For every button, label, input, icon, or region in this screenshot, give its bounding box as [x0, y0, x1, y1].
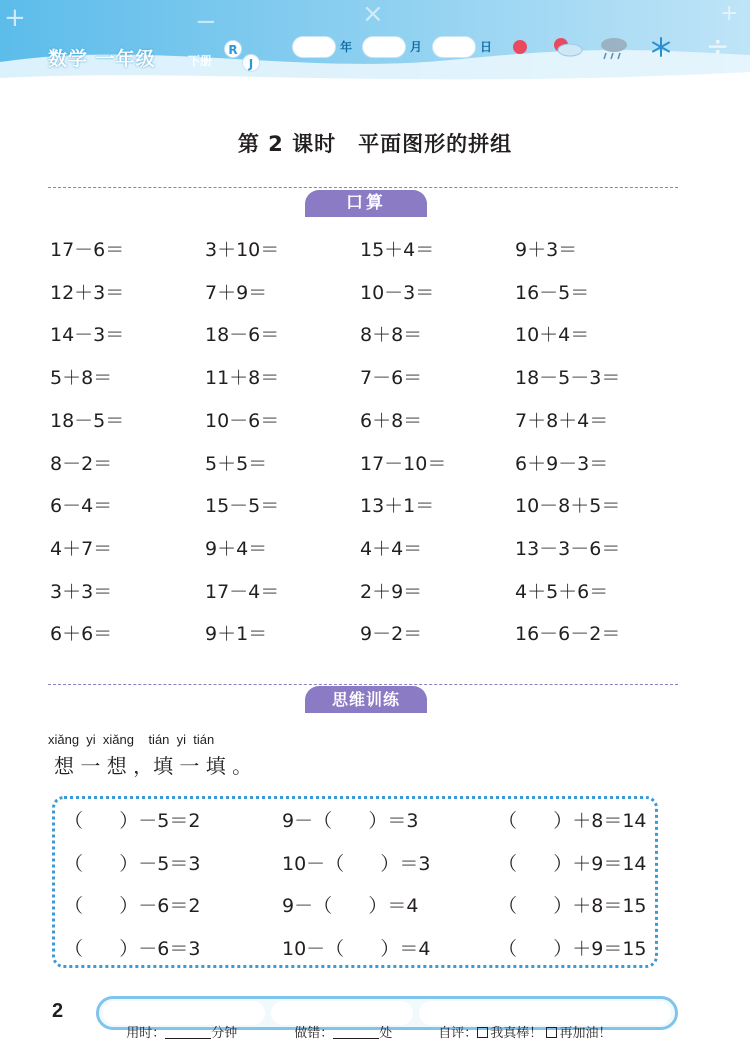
fill-in-problem[interactable]: （ ）－6＝2	[64, 895, 201, 918]
oral-problem: 7＋8＋4＝	[515, 409, 609, 432]
section-divider-think	[48, 684, 678, 685]
oral-problem: 16－5＝	[515, 281, 590, 304]
fill-in-problem[interactable]: 9－（ ）＝4	[282, 895, 419, 918]
oral-problem: 6＋6＝	[50, 623, 113, 646]
checkbox-great[interactable]	[477, 1027, 488, 1038]
oral-problem: 6＋8＝	[360, 409, 423, 432]
oral-problem: 9－2＝	[360, 623, 423, 646]
errors-unit: 处	[379, 1026, 393, 1041]
oral-problem: 10－8＋5＝	[515, 495, 621, 518]
oral-problem: 10＋4＝	[515, 324, 590, 347]
oral-problem: 7＋9＝	[205, 281, 268, 304]
page-number: 2	[52, 1000, 64, 1022]
oral-problem: 4＋5＋6＝	[515, 580, 609, 603]
oral-problem: 15＋4＝	[360, 239, 435, 261]
partly-cloudy-icon[interactable]	[550, 36, 584, 58]
self-eval-label: 自评：	[438, 1026, 478, 1041]
fill-in-problem[interactable]: 10－（ ）＝4	[282, 938, 431, 961]
oral-problem: 9＋4＝	[205, 537, 268, 560]
section-divider-oral	[48, 187, 678, 188]
fill-in-problem[interactable]: （ ）＋9＝14	[498, 852, 647, 875]
time-spent-field	[118, 1007, 237, 1041]
volume-label: 下册	[188, 54, 213, 68]
oral-problem: 14－3＝	[50, 324, 125, 347]
fill-in-problem[interactable]: 9－（ ）＝3	[282, 810, 419, 832]
lesson-title	[0, 128, 750, 158]
oral-problem: 13＋1＝	[360, 495, 435, 518]
sunny-icon[interactable]	[510, 36, 530, 58]
fill-in-problem[interactable]: （ ）－6＝3	[64, 938, 201, 961]
day-label: 日	[480, 40, 493, 54]
month-input[interactable]	[362, 36, 406, 58]
option-great-label: 我真棒！	[490, 1026, 543, 1041]
oral-problem: 17－10＝	[360, 452, 447, 475]
oral-problem: 4＋4＝	[360, 537, 423, 560]
svg-text:×: ×	[362, 0, 384, 29]
svg-text:+: +	[4, 3, 26, 33]
oral-problem: 8－2＝	[50, 452, 113, 475]
svg-text:−: −	[195, 7, 217, 37]
oral-problem: 4＋7＝	[50, 537, 113, 560]
oral-problem: 5＋5＝	[205, 452, 268, 475]
oral-problem: 11＋8＝	[205, 367, 280, 390]
oral-problem: 7－6＝	[360, 367, 423, 390]
time-label: 用时：	[126, 1026, 166, 1041]
instruction-pinyin: xiǎng yi xiǎng tián yi tián	[48, 732, 215, 747]
subject-grade-title: 数学 一年级	[48, 48, 156, 70]
instruction-text: 想 一 想 ，填 一 填 。	[54, 754, 253, 778]
badge-j: J	[242, 54, 260, 72]
oral-problem: 8＋8＝	[360, 324, 423, 347]
oral-problem: 18－6＝	[205, 324, 280, 347]
lesson-number: 第 2 课时	[237, 132, 337, 156]
rain-icon[interactable]	[598, 36, 632, 62]
snow-icon[interactable]	[650, 36, 672, 58]
oral-problem: 16－6－2＝	[515, 623, 621, 646]
oral-problem: 17－6＝	[50, 239, 125, 261]
errors-field	[286, 1007, 392, 1041]
oral-problem: 6＋9－3＝	[515, 452, 609, 475]
time-blank[interactable]	[165, 1038, 211, 1039]
oral-problem: 3＋3＝	[50, 580, 113, 603]
oral-problem: 10－6＝	[205, 409, 280, 432]
section-header-oral: 口算	[305, 190, 427, 217]
fill-in-problem[interactable]: 10－（ ）＝3	[282, 852, 431, 875]
svg-text:÷: ÷	[706, 29, 730, 62]
section-header-think: 思维训练	[305, 686, 427, 713]
lesson-name: 平面图形的拼组	[358, 132, 513, 156]
oral-problem: 5＋8＝	[50, 367, 113, 390]
oral-problem: 3＋10＝	[205, 239, 280, 261]
fill-in-problem[interactable]: （ ）－5＝3	[64, 852, 201, 875]
day-input[interactable]	[432, 36, 476, 58]
errors-blank[interactable]	[333, 1038, 379, 1039]
oral-problem: 9＋3＝	[515, 239, 578, 261]
self-evaluation	[430, 1007, 611, 1041]
errors-label: 做错：	[294, 1026, 334, 1041]
svg-text:+: +	[720, 1, 739, 26]
oral-problem: 10－3＝	[360, 281, 435, 304]
fill-in-problem[interactable]: （ ）＋9＝15	[498, 938, 647, 961]
oral-problem: 2＋9＝	[360, 580, 423, 603]
option-try-label: 再加油！	[559, 1026, 612, 1041]
oral-problem: 12＋3＝	[50, 281, 125, 304]
oral-problem: 18－5－3＝	[515, 367, 621, 390]
oral-problem: 13－3－6＝	[515, 537, 621, 560]
oral-problem: 6－4＝	[50, 495, 113, 518]
oral-problem: 9＋1＝	[205, 623, 268, 646]
fill-in-problem[interactable]: （ ）＋8＝15	[498, 895, 647, 918]
year-label: 年	[340, 40, 353, 54]
oral-problem: 15－5＝	[205, 495, 280, 518]
month-label: 月	[410, 40, 423, 54]
fill-in-problem[interactable]: （ ）＋8＝14	[498, 810, 647, 832]
badge-r: R	[224, 40, 242, 58]
time-unit: 分钟	[211, 1026, 238, 1041]
fill-in-problem[interactable]: （ ）－5＝2	[64, 810, 201, 832]
oral-problem: 17－4＝	[205, 580, 280, 603]
year-input[interactable]	[292, 36, 336, 58]
oral-problem: 18－5＝	[50, 409, 125, 432]
checkbox-try[interactable]	[546, 1027, 557, 1038]
